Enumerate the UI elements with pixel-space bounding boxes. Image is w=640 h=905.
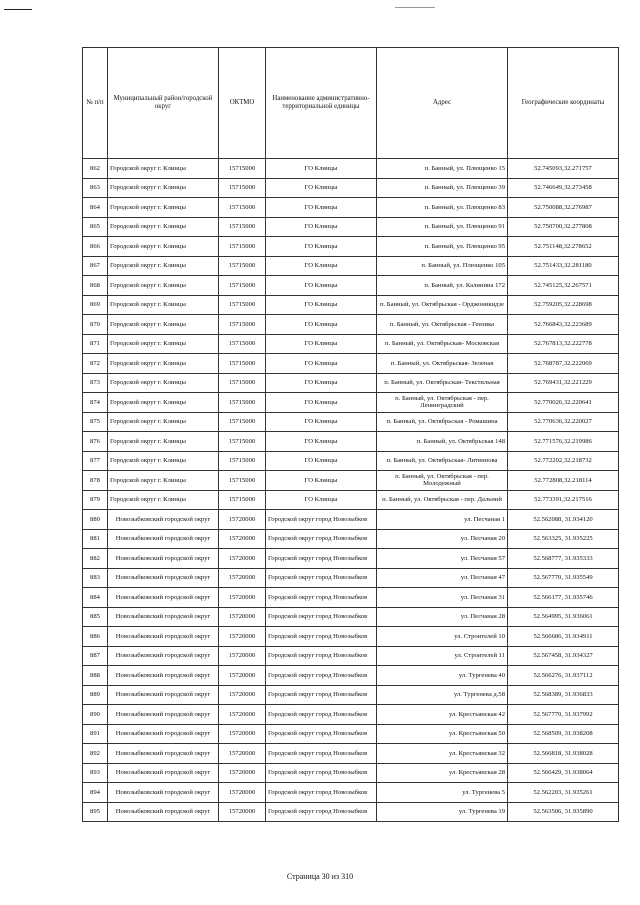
cell-address: п. Банный, ул. Октябрьская - пер. Дальний [377, 490, 508, 510]
cell-oktmo: 15720000 [219, 724, 266, 744]
cell-coords: 52.563506, 31.935890 [508, 802, 619, 822]
cell-municipality: Новозыбковский городской округ [108, 763, 219, 783]
cell-oktmo: 15720000 [219, 685, 266, 705]
table-row [83, 237, 619, 257]
cell-oktmo: 15715000 [219, 295, 266, 315]
cell-num: 891 [83, 724, 108, 744]
cell-unit: Городской округ город Новозыбков [266, 529, 377, 549]
cell-unit: ГО Клинцы [266, 159, 377, 179]
cell-municipality: Городской округ г. Клинцы [108, 276, 219, 296]
cell-municipality: Городской округ г. Клинцы [108, 432, 219, 452]
cell-municipality: Городской округ г. Клинцы [108, 198, 219, 218]
cell-municipality: Городской округ г. Клинцы [108, 178, 219, 198]
cell-oktmo: 15720000 [219, 607, 266, 627]
cell-num: 881 [83, 529, 108, 549]
table-row [83, 802, 619, 822]
cell-address: п. Банный, ул. Октябрьская- Текстильная [377, 373, 508, 393]
table-row [83, 451, 619, 471]
cell-num: 867 [83, 256, 108, 276]
cell-coords: 52.750088,32.276987 [508, 198, 619, 218]
cell-num: 877 [83, 451, 108, 471]
cell-oktmo: 15715000 [219, 451, 266, 471]
registry-table [82, 47, 619, 822]
cell-unit: Городской округ город Новозыбков [266, 763, 377, 783]
cell-oktmo: 15715000 [219, 412, 266, 432]
cell-municipality: Городской округ г. Клинцы [108, 471, 219, 491]
table-row [83, 724, 619, 744]
cell-unit: ГО Клинцы [266, 393, 377, 413]
cell-address: ул. Строителей 10 [377, 627, 508, 647]
cell-unit: ГО Клинцы [266, 295, 377, 315]
cell-address: ул. Песчаная 47 [377, 568, 508, 588]
cell-oktmo: 15715000 [219, 159, 266, 179]
cell-coords: 52.568509, 31.938208 [508, 724, 619, 744]
cell-oktmo: 15720000 [219, 802, 266, 822]
table-row [83, 763, 619, 783]
cell-unit: Городской округ город Новозыбков [266, 705, 377, 725]
table-row [83, 685, 619, 705]
cell-unit: Городской округ город Новозыбков [266, 646, 377, 666]
cell-unit: Городской округ город Новозыбков [266, 783, 377, 803]
cell-num: 876 [83, 432, 108, 452]
cell-address: п. Банный, ул. Октябрьская - Ромашина [377, 412, 508, 432]
cell-address: ул. Песчаная 57 [377, 549, 508, 569]
cell-address: п. Банный, ул. Октябрьская- Зеленая [377, 354, 508, 374]
cell-num: 862 [83, 159, 108, 179]
cell-unit: Городской округ город Новозыбков [266, 744, 377, 764]
cell-num: 870 [83, 315, 108, 335]
cell-oktmo: 15720000 [219, 549, 266, 569]
top-left-rule [4, 9, 32, 10]
table-row [83, 666, 619, 686]
cell-coords: 52.770026,32.220641 [508, 393, 619, 413]
cell-oktmo: 15715000 [219, 178, 266, 198]
cell-address: ул. Песчаная 1 [377, 510, 508, 530]
cell-municipality: Новозыбковский городской округ [108, 744, 219, 764]
cell-address: п. Банный, ул. Октябрьская - Орджоникидзе [377, 295, 508, 315]
cell-oktmo: 15720000 [219, 529, 266, 549]
table-row [83, 627, 619, 647]
cell-oktmo: 15720000 [219, 510, 266, 530]
cell-oktmo: 15715000 [219, 354, 266, 374]
cell-coords: 52.770636,32.220027 [508, 412, 619, 432]
cell-unit: ГО Клинцы [266, 490, 377, 510]
cell-oktmo: 15720000 [219, 588, 266, 608]
cell-address: ул. Крестьянская 28 [377, 763, 508, 783]
cell-coords: 52.768787,32.222069 [508, 354, 619, 374]
cell-municipality: Новозыбковский городской округ [108, 588, 219, 608]
cell-unit: ГО Клинцы [266, 412, 377, 432]
cell-unit: ГО Клинцы [266, 471, 377, 491]
cell-unit: Городской округ город Новозыбков [266, 510, 377, 530]
cell-coords: 52.566429, 31.938064 [508, 763, 619, 783]
cell-address: п. Банный, ул. Октябрьская 148 [377, 432, 508, 452]
cell-address: п. Банный, ул. Плющенко 15 [377, 159, 508, 179]
cell-address: ул. Песчаная 31 [377, 588, 508, 608]
table-row [83, 568, 619, 588]
table-row [83, 412, 619, 432]
top-scan-mark [395, 7, 435, 8]
cell-coords: 52.771576,32.219986 [508, 432, 619, 452]
cell-municipality: Городской округ г. Клинцы [108, 315, 219, 335]
cell-coords: 52.767813,32.222778 [508, 334, 619, 354]
cell-address: ул. Крестьянская 42 [377, 705, 508, 725]
cell-num: 868 [83, 276, 108, 296]
table-row [83, 490, 619, 510]
cell-unit: ГО Клинцы [266, 334, 377, 354]
cell-oktmo: 15720000 [219, 783, 266, 803]
table-row [83, 393, 619, 413]
cell-municipality: Новозыбковский городской округ [108, 666, 219, 686]
table-row [83, 217, 619, 237]
cell-address: ул. Тургенева 40 [377, 666, 508, 686]
cell-num: 889 [83, 685, 108, 705]
cell-oktmo: 15715000 [219, 217, 266, 237]
cell-oktmo: 15715000 [219, 256, 266, 276]
cell-oktmo: 15715000 [219, 237, 266, 257]
header-address: Адрес [377, 48, 508, 159]
cell-address: п. Банный, ул. Октябрьская- Московская [377, 334, 508, 354]
cell-unit: ГО Клинцы [266, 237, 377, 257]
cell-num: 890 [83, 705, 108, 725]
header-coords: Географические координаты [508, 48, 619, 159]
cell-oktmo: 15720000 [219, 763, 266, 783]
table-row [83, 646, 619, 666]
cell-num: 872 [83, 354, 108, 374]
cell-municipality: Городской округ г. Клинцы [108, 373, 219, 393]
cell-address: п. Банный, ул. Октябрьская- Литвинова [377, 451, 508, 471]
table-row [83, 588, 619, 608]
cell-unit: ГО Клинцы [266, 451, 377, 471]
table-row [83, 607, 619, 627]
cell-coords: 52.562088, 31.934120 [508, 510, 619, 530]
cell-address: п. Банный, ул. Плющенко 83 [377, 198, 508, 218]
cell-address: ул. Крестьянская 32 [377, 744, 508, 764]
cell-coords: 52.772202,32.218732 [508, 451, 619, 471]
cell-municipality: Новозыбковский городской округ [108, 549, 219, 569]
cell-oktmo: 15720000 [219, 568, 266, 588]
cell-num: 886 [83, 627, 108, 647]
cell-coords: 52.566276, 31.937112 [508, 666, 619, 686]
cell-municipality: Городской округ г. Клинцы [108, 354, 219, 374]
cell-municipality: Городской округ г. Клинцы [108, 334, 219, 354]
table-body [83, 159, 619, 822]
cell-unit: ГО Клинцы [266, 315, 377, 335]
cell-num: 875 [83, 412, 108, 432]
cell-num: 882 [83, 549, 108, 569]
table-row [83, 159, 619, 179]
cell-oktmo: 15715000 [219, 334, 266, 354]
cell-municipality: Городской округ г. Клинцы [108, 393, 219, 413]
table-row [83, 295, 619, 315]
cell-num: 884 [83, 588, 108, 608]
cell-coords: 52.563325, 31.935225 [508, 529, 619, 549]
cell-coords: 52.766843,32.223689 [508, 315, 619, 335]
table-row [83, 783, 619, 803]
cell-unit: ГО Клинцы [266, 354, 377, 374]
cell-oktmo: 15720000 [219, 646, 266, 666]
table-row [83, 315, 619, 335]
cell-num: 873 [83, 373, 108, 393]
cell-num: 885 [83, 607, 108, 627]
cell-municipality: Городской округ г. Клинцы [108, 237, 219, 257]
cell-coords: 52.769431,32.221229 [508, 373, 619, 393]
cell-unit: Городской округ город Новозыбков [266, 685, 377, 705]
table-row [83, 373, 619, 393]
cell-unit: Городской округ город Новозыбков [266, 666, 377, 686]
cell-municipality: Новозыбковский городской округ [108, 607, 219, 627]
header-row [83, 48, 619, 159]
cell-unit: ГО Клинцы [266, 217, 377, 237]
cell-num: 887 [83, 646, 108, 666]
cell-address: ул. Песчаная 28 [377, 607, 508, 627]
cell-num: 864 [83, 198, 108, 218]
cell-unit: ГО Клинцы [266, 178, 377, 198]
cell-municipality: Городской округ г. Клинцы [108, 451, 219, 471]
cell-address: п. Банный, ул. Плющенко 39 [377, 178, 508, 198]
cell-unit: ГО Клинцы [266, 256, 377, 276]
cell-num: 869 [83, 295, 108, 315]
table-row [83, 198, 619, 218]
cell-address: п. Банный, ул. Октябрьская - Гензика [377, 315, 508, 335]
cell-address: ул. Песчаная 20 [377, 529, 508, 549]
cell-oktmo: 15715000 [219, 393, 266, 413]
cell-unit: Городской округ город Новозыбков [266, 568, 377, 588]
cell-coords: 52.746649,32.273458 [508, 178, 619, 198]
cell-address: ул. Тургенева 5 [377, 783, 508, 803]
cell-num: 866 [83, 237, 108, 257]
cell-coords: 52.567770, 31.937992 [508, 705, 619, 725]
cell-num: 888 [83, 666, 108, 686]
cell-oktmo: 15715000 [219, 490, 266, 510]
cell-oktmo: 15715000 [219, 198, 266, 218]
cell-municipality: Новозыбковский городской округ [108, 529, 219, 549]
cell-oktmo: 15715000 [219, 471, 266, 491]
table-row [83, 549, 619, 569]
cell-coords: 52.751148,32.278652 [508, 237, 619, 257]
cell-num: 863 [83, 178, 108, 198]
cell-municipality: Новозыбковский городской округ [108, 724, 219, 744]
cell-coords: 52.567458, 31.934327 [508, 646, 619, 666]
cell-unit: ГО Клинцы [266, 432, 377, 452]
cell-num: 865 [83, 217, 108, 237]
cell-municipality: Новозыбковский городской округ [108, 685, 219, 705]
header-oktmo: ОКТМО [219, 48, 266, 159]
cell-address: п. Банный, ул. Октябрьская - пер. Ленинградский [377, 393, 508, 413]
cell-municipality: Новозыбковский городской округ [108, 705, 219, 725]
table-row [83, 178, 619, 198]
cell-address: п. Банный, ул. Плющенко 105 [377, 256, 508, 276]
cell-municipality: Городской округ г. Клинцы [108, 256, 219, 276]
cell-oktmo: 15720000 [219, 705, 266, 725]
cell-coords: 52.564995, 31.936061 [508, 607, 619, 627]
cell-municipality: Городской округ г. Клинцы [108, 412, 219, 432]
table-row [83, 510, 619, 530]
cell-coords: 52.759205,32.228698 [508, 295, 619, 315]
cell-num: 878 [83, 471, 108, 491]
cell-coords: 52.772808,32.218114 [508, 471, 619, 491]
cell-municipality: Новозыбковский городской округ [108, 568, 219, 588]
table-row [83, 471, 619, 491]
cell-unit: ГО Клинцы [266, 373, 377, 393]
table-row [83, 705, 619, 725]
cell-municipality: Городской округ г. Клинцы [108, 217, 219, 237]
header-municipality: Муниципальный район/городской округ [108, 48, 219, 159]
table-row [83, 432, 619, 452]
cell-oktmo: 15715000 [219, 432, 266, 452]
cell-unit: Городской округ город Новозыбков [266, 588, 377, 608]
cell-oktmo: 15715000 [219, 373, 266, 393]
cell-coords: 52.751433,32.281180 [508, 256, 619, 276]
cell-num: 879 [83, 490, 108, 510]
cell-address: п. Банный, ул. Калинина 172 [377, 276, 508, 296]
cell-coords: 52.566177, 31.935746 [508, 588, 619, 608]
cell-num: 871 [83, 334, 108, 354]
cell-address: п. Банный, ул. Октябрьская - пер. Молодежный [377, 471, 508, 491]
cell-num: 874 [83, 393, 108, 413]
table-row [83, 334, 619, 354]
cell-municipality: Новозыбковский городской округ [108, 802, 219, 822]
cell-municipality: Городской округ г. Клинцы [108, 490, 219, 510]
cell-oktmo: 15715000 [219, 315, 266, 335]
table-row [83, 529, 619, 549]
cell-coords: 52.750700,32.277808 [508, 217, 619, 237]
table-row [83, 744, 619, 764]
cell-oktmo: 15720000 [219, 744, 266, 764]
cell-coords: 52.562203, 31.935261 [508, 783, 619, 803]
cell-address: ул. Крестьянская 50 [377, 724, 508, 744]
cell-unit: Городской округ город Новозыбков [266, 802, 377, 822]
cell-oktmo: 15715000 [219, 276, 266, 296]
cell-unit: Городской округ город Новозыбков [266, 549, 377, 569]
cell-num: 893 [83, 763, 108, 783]
cell-num: 883 [83, 568, 108, 588]
header-num: № п/п [83, 48, 108, 159]
cell-num: 894 [83, 783, 108, 803]
cell-oktmo: 15720000 [219, 666, 266, 686]
cell-num: 892 [83, 744, 108, 764]
cell-unit: ГО Клинцы [266, 276, 377, 296]
cell-coords: 52.773391,32.217516 [508, 490, 619, 510]
cell-address: ул. Тургенева д.58 [377, 685, 508, 705]
cell-unit: Городской округ город Новозыбков [266, 724, 377, 744]
cell-coords: 52.566818, 31.938028 [508, 744, 619, 764]
header-unit: Наименование административно-территориальной единицы [266, 48, 377, 159]
cell-unit: Городской округ город Новозыбков [266, 627, 377, 647]
cell-address: ул. Тургенева 19 [377, 802, 508, 822]
cell-address: п. Банный, ул. Плющенко 95 [377, 237, 508, 257]
cell-municipality: Новозыбковский городской округ [108, 783, 219, 803]
cell-coords: 52.567770, 31.935549 [508, 568, 619, 588]
cell-address: ул. Строителей 11 [377, 646, 508, 666]
table-row [83, 354, 619, 374]
cell-num: 895 [83, 802, 108, 822]
cell-municipality: Новозыбковский городской округ [108, 510, 219, 530]
cell-coords: 52.745093,32.271757 [508, 159, 619, 179]
cell-unit: Городской округ город Новозыбков [266, 607, 377, 627]
cell-municipality: Городской округ г. Клинцы [108, 159, 219, 179]
cell-coords: 52.566686, 31.934911 [508, 627, 619, 647]
cell-num: 880 [83, 510, 108, 530]
cell-coords: 52.568777, 31.935333 [508, 549, 619, 569]
cell-address: п. Банный, ул. Плющенко 91 [377, 217, 508, 237]
cell-coords: 52.745125,32.267571 [508, 276, 619, 296]
table-row [83, 276, 619, 296]
page-number: Страница 30 из 310 [286, 872, 354, 881]
cell-municipality: Городской округ г. Клинцы [108, 295, 219, 315]
cell-unit: ГО Клинцы [266, 198, 377, 218]
cell-municipality: Новозыбковский городской округ [108, 646, 219, 666]
cell-coords: 52.568389, 31.936833 [508, 685, 619, 705]
cell-municipality: Новозыбковский городской округ [108, 627, 219, 647]
table-row [83, 256, 619, 276]
cell-oktmo: 15720000 [219, 627, 266, 647]
